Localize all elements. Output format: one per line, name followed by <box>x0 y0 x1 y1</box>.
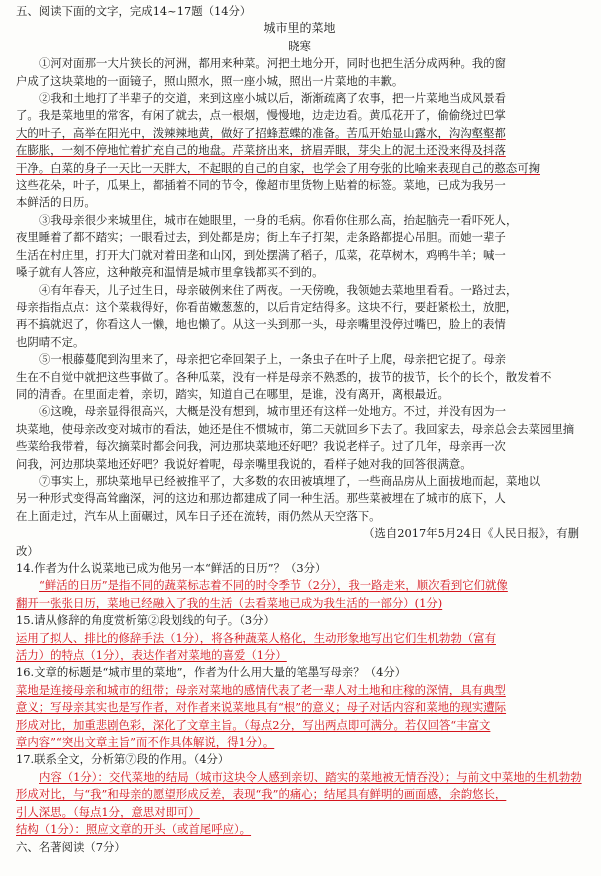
para-6-line: 块菜地，使母亲改变对城市的看法，她还是住不惯城市，第二天就回乡下去了。我回家去，母亲总会去菜园里摘 <box>16 421 575 436</box>
para-7-line: 另一种形式变得高耸幽深，河的这边和那边都建成了同一种生活。那些菜被埋在了城市的底下，人 <box>16 491 506 506</box>
para-2-line: 了。我是菜地里的常客，有闲了就去，点一根烟，慢慢地，边走边看。黄瓜花开了，偷偷绕过巴掌 <box>16 108 506 123</box>
para-5-line: ⑤一根藤蔓爬到沟里来了，母亲把它牵回架子上，一条虫子在叶子上爬，母亲把它捉了。母亲 <box>39 352 507 367</box>
para-3-line: 嗓子就有人答应，这种敞亮和温情是城市里拿钱都买不到的。 <box>16 265 324 280</box>
para-5-line: 生在不自觉中就把这些事做了。各种瓜菜，没有一样是母亲不熟悉的，拔节的拔节，长个的长个，散发着不 <box>16 369 552 384</box>
question-14: 14.作者为什么说菜地已成为他另一本“鲜活的日历”？（3分） <box>16 561 327 575</box>
article-source: （选自2017年5月24日《人民日报》，有删 <box>363 526 579 541</box>
article-title: 城市里的菜地 <box>263 21 336 36</box>
article-author: 晓寒 <box>288 38 311 53</box>
para-3-line: 生活在村庄里，打开大门就对着田垄和山冈，到处摆满了稻子，瓜菜，花草树木，鸡鸭牛羊；喊一 <box>16 247 506 262</box>
answer-15-line: 活力）的特点（1分），表达作者对菜地的喜爱（1分） <box>16 648 287 663</box>
para-2-underlined-line: 在膨胀，一刻不停地忙着扩充自己的地盘。芹菜挤出来，挤眉弄眼，芽尖上的泥土还没来得及抖落 <box>16 143 506 158</box>
answer-16-line: 菜地是连接母亲和城市的纽带；母亲对菜地的感情代表了老一辈人对土地和庄稼的深情，具有典型 <box>16 682 506 697</box>
answer-17-line: 引人深思。（每点1分，意思对即可） <box>16 804 200 819</box>
section-header: 五、阅读下面的文字，完成14~17题（14分） <box>16 4 252 18</box>
answer-16-line: 意义；写母亲其实也是写作者，对作者来说菜地具有“根”的意义；母子对话内容和菜地的现实遭际 <box>16 700 507 715</box>
para-6-line: 些菜给我带着，每次摘菜时都会问我，河边那块菜地还好吧？我说老样子。过了几年，母亲再一次 <box>16 439 506 454</box>
para-2-underlined-line: 大的叶子，高举在阳光中，泼辣辣地黄，做好了招蜂惹蝶的准备。苦瓜开始显山露水，沟沟壑壑都 <box>16 125 506 140</box>
para-4-line: 母亲指指点点：这个菜栽得好，你看苗嫩葱葱的，以后肯定结得多。这块不行，要赶紧松土，放肥， <box>16 299 518 314</box>
para-4-line: 也阴晴不定。 <box>16 334 85 349</box>
answer-14-line: “鲜活的日历”是指不同的蔬菜标志着不同的时令季节（2分），我一路走来，顺次看到它们就像 <box>39 578 508 593</box>
question-17: 17.联系全文，分析第⑦段的作用。（4分） <box>16 752 230 767</box>
article-body <box>16 55 583 560</box>
para-4-line: ④有年春天，儿子过生日，母亲破例来住了两夜。一天傍晚，我领她去菜地里看看。一路过去， <box>39 282 518 297</box>
answer-17-line: 内容（1分）：交代菜地的结局（城市这块令人感到亲切、踏实的菜地被无情吞没）；与前文中菜地的生机勃勃 <box>39 769 582 784</box>
para-6-line: ⑥这晚，母亲显得很高兴，大概是没有想到，城市里还有这样一处地方。不过，并没有因为一 <box>39 404 507 419</box>
para-1-line: ①河对面那一大片狭长的河洲，都用来种菜。河把土地分开，同时也把生活分成两种。我的窗 <box>39 56 507 71</box>
answer-17-line: 形成对比，与“我”和母亲的愿望形成反差，表现“我”的痛心；结尾具有鲜明的画面感，余韵悠长， <box>16 787 507 802</box>
answer-15-line: 运用了拟人、排比的修辞手法（1分），将各种蔬菜人格化，生动形象地写出它们生机勃勃（富有 <box>16 630 496 645</box>
para-4-line: 再不搞就迟了，你看这人一懒，地也懒了。从这一头到那一头，母亲嘴里没停过嘴巴，脸上的表情 <box>16 317 506 332</box>
para-6-line: 问我，河边那块菜地还好吧？我说好着呢，母亲嘴里我说的，看样子她对我的回答很满意。 <box>16 456 472 471</box>
para-3-line: ③我母亲很少来城里住，城市在她眼里，一身的毛病。你看你住那么高，抬起脑壳一看吓死人， <box>39 212 518 227</box>
question-15: 15.请从修辞的角度赏析第②段划线的句子。（3分） <box>16 613 275 628</box>
answer-14-line: 翻开一张张日历，菜地已经融入了我的生活（去看菜地已成为我生活的一部分）(1分) <box>16 595 443 610</box>
para-2-line: 本鲜活的日历。 <box>16 195 96 210</box>
question-16: 16.文章的标题是“城市里的菜地”，作者为什么用大量的笔墨写母亲？（4分） <box>16 665 407 680</box>
next-section-header: 六、名著阅读（7分） <box>16 839 126 854</box>
answer-16-line: 形成对比，加重悲剧色彩，深化了文章主旨。（每点2分，写出两点即可满分。若仅回答“丰富文 <box>16 717 491 732</box>
questions-block <box>16 560 583 839</box>
para-2-line: 这些花朵，叶子，瓜果上，都插着不同的节令，像超市里货物上贴着的标签。菜地，已成为我另一 <box>16 178 506 193</box>
para-1-line: 户成了这块菜地的一面镜子，照山照水，照一座小城，照出一片菜地的丰歉。 <box>16 73 404 88</box>
answer-16-line: 章内容”“突出文章主旨”而不作具体解说，得1分）。 <box>16 735 275 750</box>
para-5-line: 同的清香。在里面走着，亲切，踏实，知道自己在哪里，是谁，没有离开，离根最近。 <box>16 386 449 401</box>
para-7-line: 在上面走过，汽车从上面碾过，风车日子还在流转，雨仍然从天空落下。 <box>16 508 381 523</box>
para-3-line: 夜里睡着了都不踏实；一眼看过去，到处都是房；街上车子打架，走条路都提心吊胆。而她一辈子 <box>16 230 506 245</box>
article-source-tail: 改） <box>16 543 39 558</box>
answer-17-line: 结构（1分）：照应文章的开头（或首尾呼应）。 <box>16 822 252 837</box>
para-2-underlined-line: 干净。白菜的身子一天比一天胖大，不起眼的自己的自家，也学会了用夸张的比喻来表现自己的憨态可掬 <box>16 160 540 175</box>
para-7-line: ⑦事实上，那块菜地早已经被推平了，大多数的农田被填埋了，一些商品房从上面拔地而起，菜地以 <box>39 473 541 488</box>
para-2-line: ②我和土地打了半辈子的交道，来到这座小城以后，渐渐疏离了农事，把一片菜地当成风景看 <box>39 91 507 106</box>
